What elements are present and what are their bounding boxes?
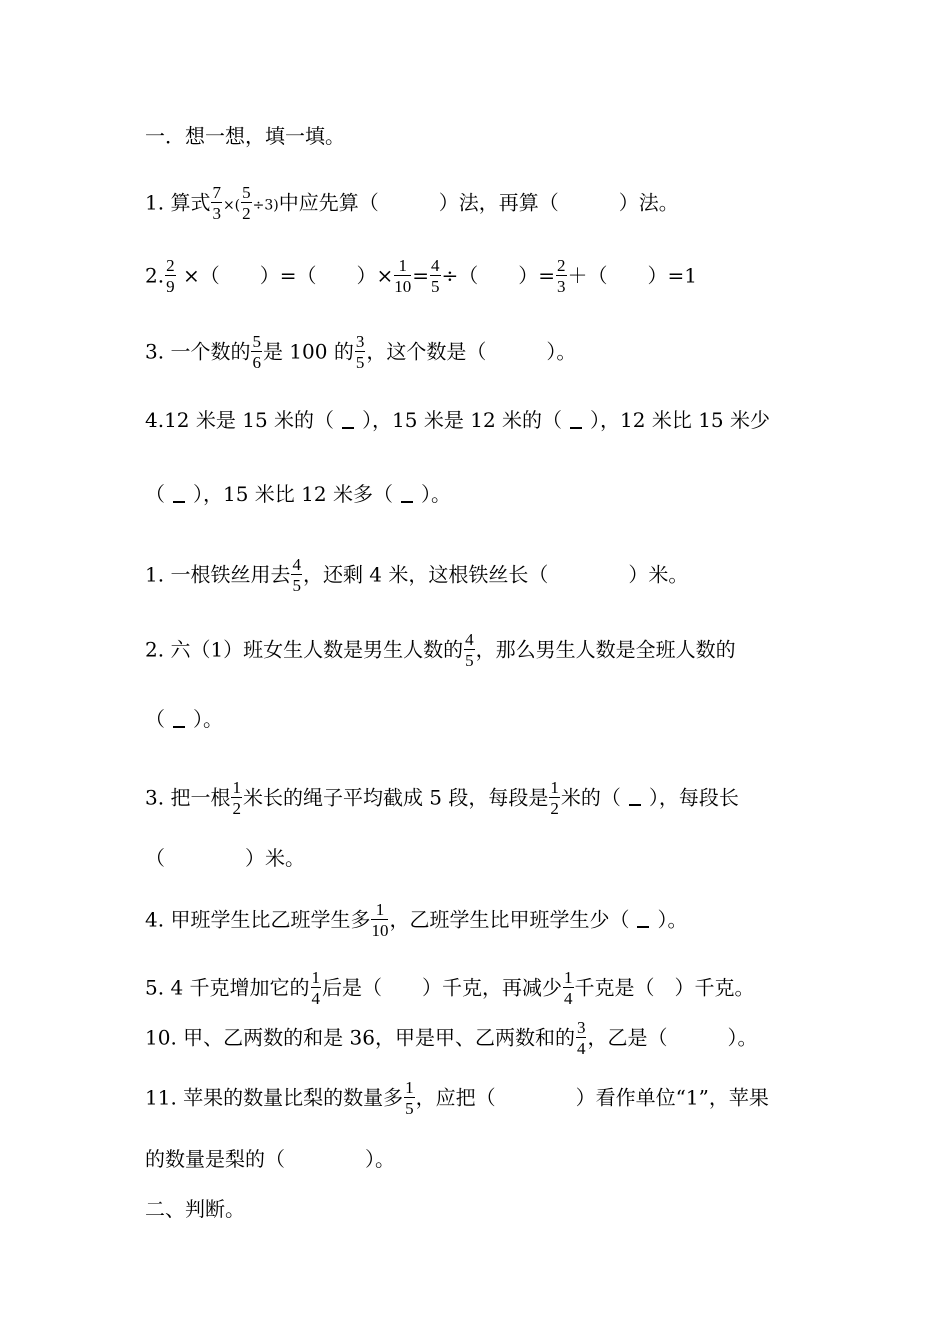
q2-prefix: 2. xyxy=(145,263,165,288)
answer-blank[interactable] xyxy=(173,489,185,503)
q9-text-b: 后是（ ）千克，再减少 xyxy=(322,975,563,1000)
q7-prefix: 3. 把一根 xyxy=(145,785,231,810)
fraction: $\frac{1}{2}$ xyxy=(232,778,241,818)
q8-text-c: ）。 xyxy=(657,907,688,932)
q8-prefix: 4. 甲班学生比乙班学生多 xyxy=(145,907,371,932)
q2-text-d: ÷（ ）= xyxy=(441,263,556,288)
fraction: $\frac{3}{5}$ xyxy=(355,332,365,372)
question-5 xyxy=(145,555,689,595)
q2-text-c: = xyxy=(412,263,429,288)
q3-prefix: 3. 一个数的 xyxy=(145,339,251,364)
q7-text-d: ），每段长 xyxy=(648,785,739,810)
answer-blank[interactable] xyxy=(629,792,641,806)
fraction: $\frac{1}{10}$ xyxy=(371,900,389,940)
answer-blank[interactable] xyxy=(401,489,413,503)
q7-text-c: 米的（ xyxy=(560,785,621,810)
q6-text-c: （ xyxy=(145,707,165,731)
question-7-line-2 xyxy=(145,845,305,871)
fraction: $\frac{1}{4}$ xyxy=(564,968,573,1008)
q6-text-d: ）。 xyxy=(193,707,223,731)
answer-blank[interactable] xyxy=(342,415,354,429)
q7-text-e: （ ）米。 xyxy=(145,846,305,870)
fraction: $\frac{5}{6}$ xyxy=(252,332,261,372)
q8-text-b: ，乙班学生比甲班学生少（ xyxy=(389,907,630,932)
fraction: $\frac{4}{5}$ xyxy=(465,630,474,670)
answer-blank[interactable] xyxy=(637,914,649,928)
question-6-line-2 xyxy=(145,706,223,732)
fraction: $\frac{1}{2}$ xyxy=(550,778,559,818)
q11-prefix: 11. 苹果的数量比梨的数量多 xyxy=(145,1085,404,1110)
question-4-line-1 xyxy=(145,407,770,433)
answer-blank[interactable] xyxy=(570,415,582,429)
question-4-line-2 xyxy=(145,481,451,507)
q4-text-b: ），15 米是 12 米的（ xyxy=(362,408,563,432)
q1-prefix: 1. 算式 xyxy=(145,190,211,215)
q11-text-c: 的数量是梨的（ ）。 xyxy=(145,1147,395,1171)
q4-text-e: ），15 米比 12 米多（ xyxy=(193,482,393,506)
q10-prefix: 10. 甲、乙两数的和是 36，甲是甲、乙两数和的 xyxy=(145,1025,575,1050)
q9-text-c: 千克是（ ）千克。 xyxy=(574,975,755,1000)
question-3 xyxy=(145,332,577,372)
question-1 xyxy=(145,183,679,223)
q9-prefix: 5. 4 千克增加它的 xyxy=(145,975,310,1000)
q4-text-f: ）。 xyxy=(420,482,451,506)
fraction: $\frac{4}{5}$ xyxy=(292,555,301,595)
q6-prefix: 2. 六（1）班女生人数是男生人数的 xyxy=(145,637,464,662)
fraction: $\frac{1}{5}$ xyxy=(405,1078,414,1118)
fraction: $\frac{7}{3}$ xyxy=(212,183,221,223)
answer-blank[interactable] xyxy=(173,714,185,728)
q11-suffix: ，应把（ ）看作单位“1”，苹果 xyxy=(415,1085,769,1110)
q4-text-a: 4.12 米是 15 米的（ xyxy=(145,408,335,432)
question-8 xyxy=(145,900,688,940)
q2-text-b: ×（ ）=（ ）× xyxy=(176,263,394,288)
question-2 xyxy=(145,256,697,296)
question-7-line-1 xyxy=(145,778,739,818)
section1-title: 一．想一想，填一填。 xyxy=(145,124,345,148)
fraction: $\frac{4}{5}$ xyxy=(431,256,440,296)
q4-text-d: （ xyxy=(145,482,165,506)
q4-text-c: ），12 米比 15 米少 xyxy=(590,408,771,432)
question-11-line-1 xyxy=(145,1078,769,1118)
question-9 xyxy=(145,968,755,1008)
q1-op2: ÷3) xyxy=(252,197,279,214)
fraction: $\frac{2}{3}$ xyxy=(557,256,566,296)
q7-text-b: 米长的绳子平均截成 5 段，每段是 xyxy=(242,785,549,810)
fraction: $\frac{1}{10}$ xyxy=(394,256,412,296)
q10-suffix: ，乙是（ ）。 xyxy=(587,1025,758,1050)
q2-text-e: ＋（ ）=1 xyxy=(567,263,697,288)
question-11-line-2 xyxy=(145,1146,395,1172)
q1-op1: ×( xyxy=(222,197,241,214)
question-6-line-1 xyxy=(145,630,736,670)
fraction: $\frac{1}{4}$ xyxy=(311,968,321,1008)
q5-prefix: 1. 一根铁丝用去 xyxy=(145,562,291,587)
fraction: $\frac{5}{2}$ xyxy=(242,183,251,223)
fraction: $\frac{3}{4}$ xyxy=(576,1018,586,1058)
q6-suffix: ，那么男生人数是全班人数的 xyxy=(475,637,736,662)
q1-suffix: 中应先算（ ）法，再算（ ）法。 xyxy=(278,190,679,215)
fraction: $\frac{2}{9}$ xyxy=(166,256,175,296)
q3-text-c: ，这个数是（ ）。 xyxy=(366,339,577,364)
q5-suffix: ，还剩 4 米，这根铁丝长（ ）米。 xyxy=(302,562,689,587)
q3-text-b: 是 100 的 xyxy=(262,339,354,364)
section2-title: 二、判断。 xyxy=(145,1197,245,1221)
question-10 xyxy=(145,1018,758,1058)
